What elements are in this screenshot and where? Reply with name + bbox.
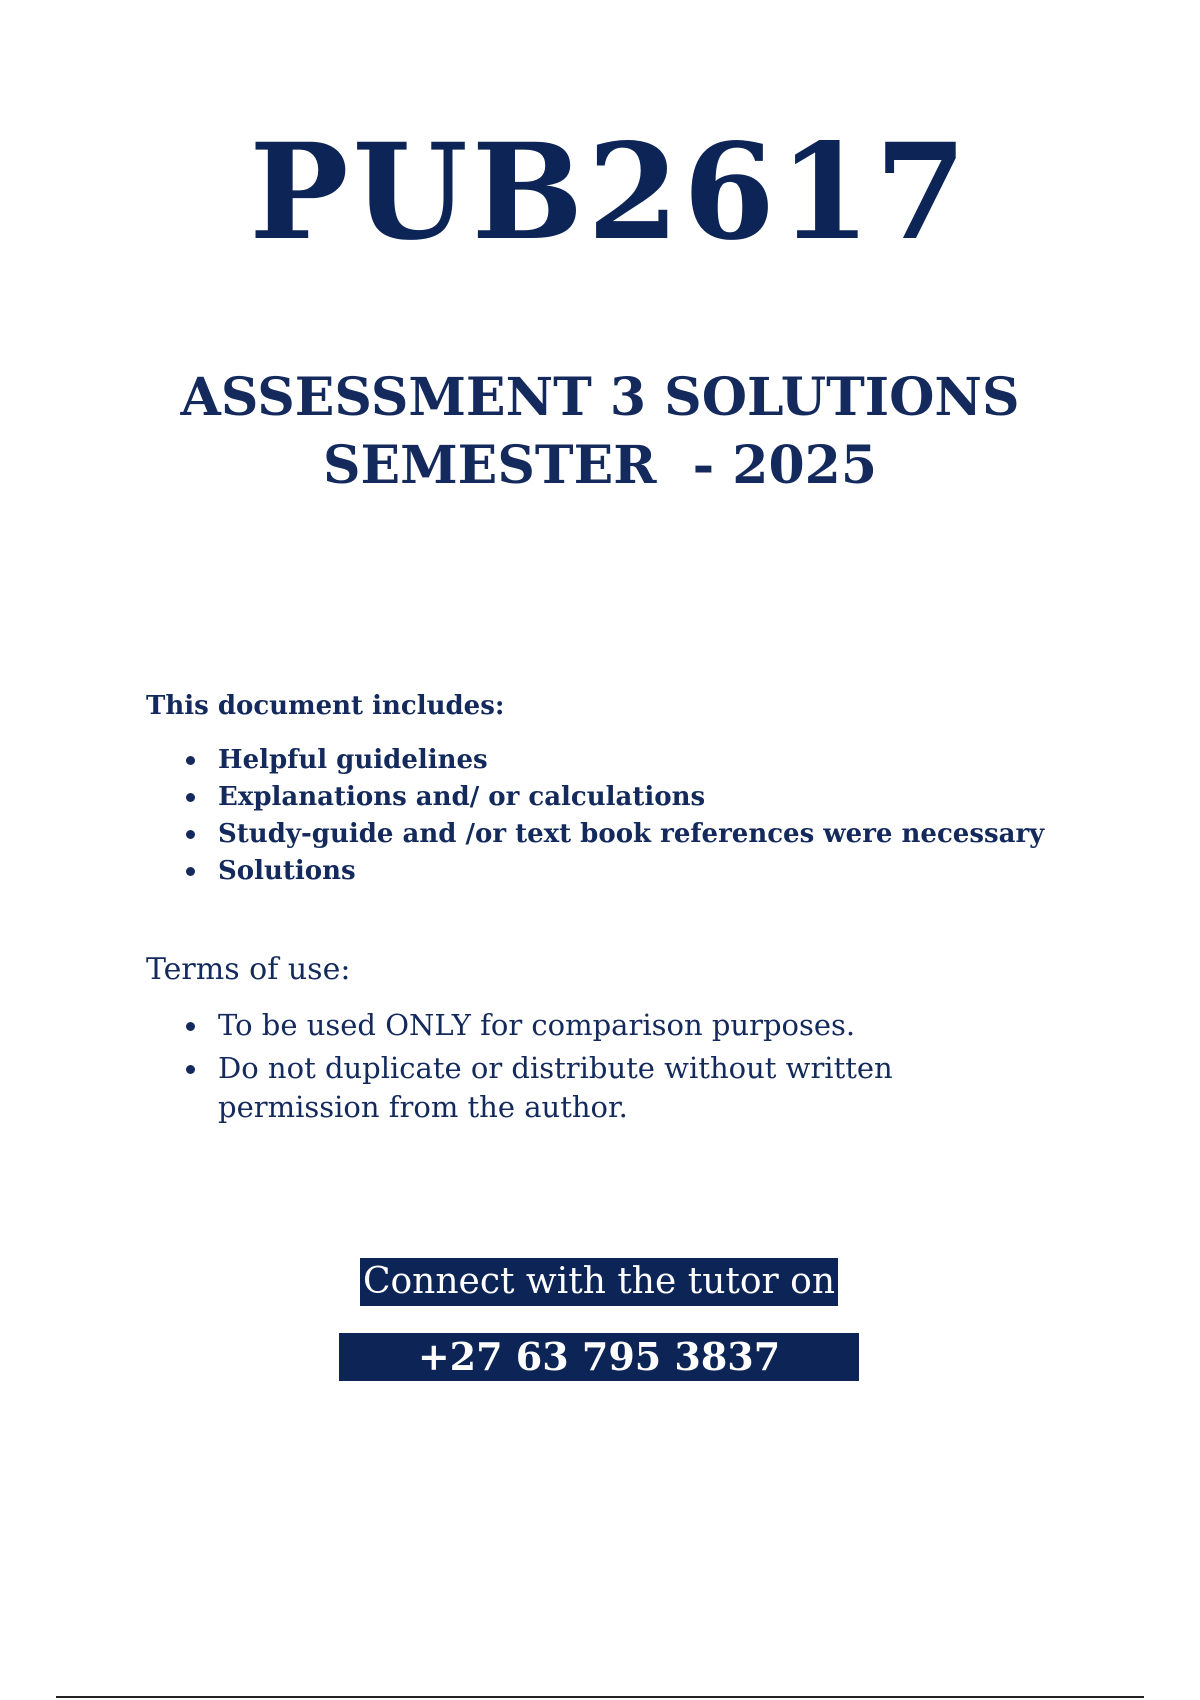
list-item [146, 816, 1044, 853]
terms-list [146, 1006, 918, 1131]
bullet-icon [186, 793, 195, 802]
list-item-text: To be used ONLY for comparison purposes. [218, 1008, 856, 1042]
list-item-text: Solutions [218, 856, 356, 886]
bullet-icon [186, 1022, 195, 1031]
assessment-subtitle: ASSESSMENT 3 SOLUTIONS [180, 367, 1020, 428]
list-item [146, 779, 1044, 816]
list-item [146, 1049, 918, 1127]
includes-list [146, 742, 1044, 890]
list-item-text: Study-guide and /or text book references were necessary [218, 819, 1045, 849]
includes-heading: This document includes: [146, 691, 505, 721]
course-code-title: PUB2617 [249, 115, 971, 270]
bullet-icon [186, 830, 195, 839]
connect-banner: Connect with the tutor on [360, 1258, 838, 1306]
list-item [146, 742, 1044, 779]
list-item-text: Explanations and/ or calculations [218, 782, 706, 812]
bullet-icon [186, 756, 195, 765]
list-item [146, 853, 1044, 890]
bullet-icon [186, 1065, 195, 1074]
bullet-icon [186, 867, 195, 876]
semester-subtitle: SEMESTER - 2025 [322, 435, 878, 496]
terms-heading: Terms of use: [146, 952, 351, 987]
phone-number-banner: +27 63 795 3837 [339, 1333, 859, 1381]
list-item [146, 1006, 918, 1045]
footer-divider [56, 1696, 1144, 1698]
list-item-text: Do not duplicate or distribute without written permission from the author. [218, 1051, 893, 1124]
list-item-text: Helpful guidelines [218, 745, 488, 775]
